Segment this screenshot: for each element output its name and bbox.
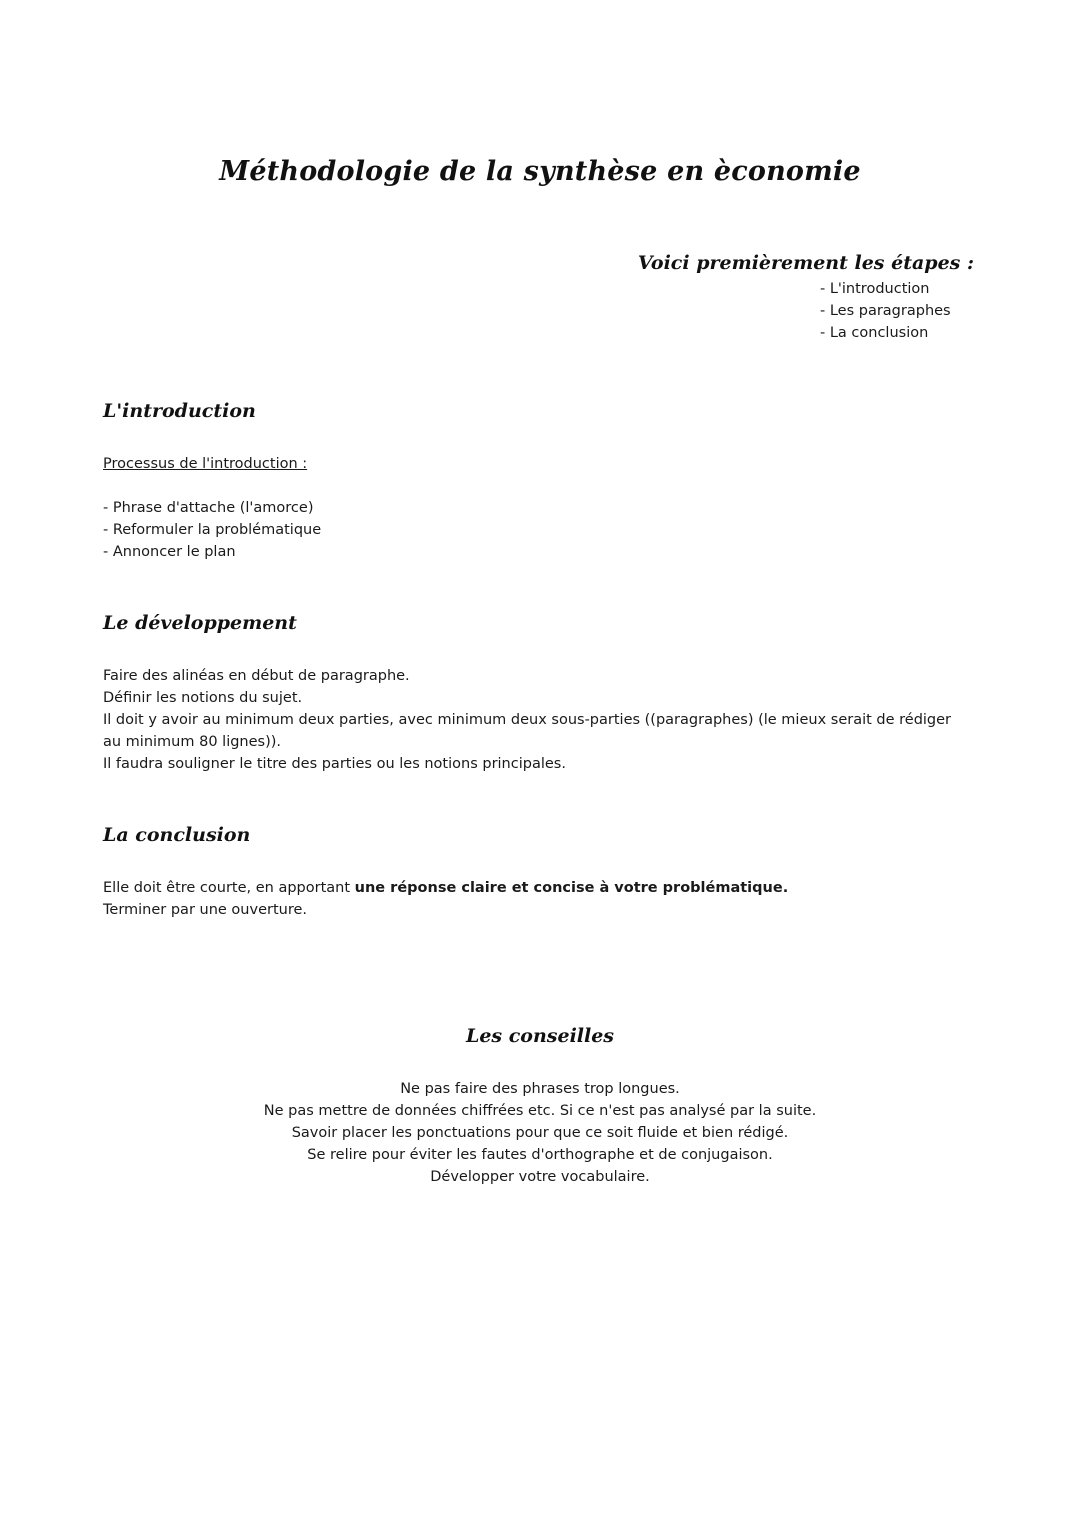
tips-body <box>0 1078 1080 1188</box>
conclusion-heading: La conclusion <box>103 824 251 846</box>
spacer <box>103 475 963 497</box>
tips-line: Savoir placer les ponctuations pour que ce soit fluide et bien rédigé. <box>291 1125 789 1141</box>
introduction-heading: L'introduction <box>103 400 256 422</box>
introduction-process-label: Processus de l'introduction : <box>103 456 308 472</box>
introduction-list-item: - Reformuler la problématique <box>103 522 322 538</box>
conclusion-text: Elle doit être courte, en apportant <box>103 880 355 896</box>
development-body <box>103 665 961 775</box>
introduction-list <box>103 497 963 563</box>
steps-list-item: - Les paragraphes <box>820 303 951 319</box>
introduction-body <box>103 453 963 563</box>
development-heading: Le développement <box>103 612 297 634</box>
introduction-list-item: - Phrase d'attache (l'amorce) <box>103 500 314 516</box>
conclusion-body <box>103 877 963 921</box>
conclusion-line <box>103 877 963 899</box>
steps-list-item: - L'introduction <box>820 281 930 297</box>
conclusion-line: Terminer par une ouverture. <box>103 902 307 918</box>
introduction-list-item: - Annoncer le plan <box>103 544 236 560</box>
steps-block <box>634 252 974 344</box>
tips-line: Ne pas mettre de données chiffrées etc. Si ce n'est pas analysé par la suite. <box>263 1103 817 1119</box>
tips-heading: Les conseilles <box>465 1025 615 1047</box>
steps-list <box>820 278 980 344</box>
page-title: Méthodologie de la synthèse en èconomie <box>219 156 861 187</box>
development-line: Il faudra souligner le titre des parties ou les notions principales. <box>103 756 566 772</box>
conclusion-emphasis: une réponse claire et concise à votre problématique. <box>354 880 789 896</box>
tips-line: Ne pas faire des phrases trop longues. <box>400 1081 680 1097</box>
development-line: Faire des alinéas en début de paragraphe. <box>103 668 410 684</box>
development-line: Il doit y avoir au minimum deux parties, avec minimum deux sous-parties ((paragraphes) (le mieux serait de rédiger au minimum 80 lignes)). <box>103 712 952 750</box>
steps-heading: Voici premièrement les étapes : <box>637 252 974 274</box>
development-line: Définir les notions du sujet. <box>103 690 303 706</box>
steps-list-item: - La conclusion <box>820 325 929 341</box>
tips-line: Se relire pour éviter les fautes d'orthographe et de conjugaison. <box>307 1147 773 1163</box>
tips-line: Développer votre vocabulaire. <box>430 1169 650 1185</box>
